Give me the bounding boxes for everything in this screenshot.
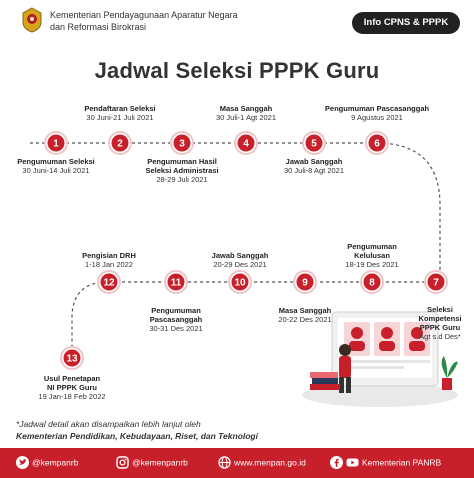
step-11-number: 11 (170, 277, 182, 289)
step-3-name-2: Seleksi Administrasi (145, 166, 219, 175)
step-10-node (229, 271, 251, 293)
step-4-date: 30 Juli-1 Agt 2021 (215, 113, 277, 122)
step-6-label (325, 104, 429, 122)
step-6-date: 9 Agustus 2021 (351, 113, 403, 122)
step-8-label (345, 242, 398, 269)
twitter-link[interactable] (16, 456, 78, 469)
step-7-label (419, 305, 462, 341)
step-8-name-2: Kelulusan (354, 251, 390, 260)
step-9-date: 20-22 Des 2021 (278, 315, 332, 324)
step-13-label (38, 374, 105, 401)
step-7-name-3: PPPK Guru (419, 323, 461, 332)
step-11-name-2: Pascasanggah (149, 315, 203, 324)
step-10-label (212, 251, 269, 269)
step-8-date: 18-19 Des 2021 (345, 260, 399, 269)
youtube-icon (346, 456, 359, 469)
step-13-name-2: NI PPPK Guru (46, 383, 98, 392)
step-5-name: Jawab Sanggah (285, 157, 343, 166)
step-12-label (82, 251, 136, 269)
step-9-node (294, 271, 316, 293)
step-8-node (361, 271, 383, 293)
website-url: www.menpan.go.id (234, 457, 306, 468)
step-4-node (235, 132, 257, 154)
step-8-number: 8 (369, 277, 375, 289)
step-7-name: Seleksi (427, 305, 453, 314)
step-13-number: 13 (66, 353, 78, 365)
step-12-node (98, 271, 120, 293)
step-1-label (17, 157, 95, 175)
step-6-node (366, 132, 388, 154)
step-1-number: 1 (53, 138, 59, 150)
step-7-date: Agt s.d Des* (419, 332, 461, 341)
instagram-handle: @kemenpanrb (132, 457, 188, 468)
website-link[interactable] (218, 456, 306, 469)
step-1-date: 30 Juni-14 Juli 2021 (22, 166, 90, 175)
twitter-icon (16, 456, 29, 469)
step-3-node (171, 132, 193, 154)
step-1-node (45, 132, 67, 154)
ministry-name-line2: dan Reformasi Birokrasi (50, 22, 147, 32)
step-6-name: Pengumuman Pascasanggah (324, 104, 430, 113)
step-9-name: Masa Sanggah (278, 306, 332, 315)
footnote (16, 418, 258, 442)
globe-icon (218, 456, 231, 469)
step-1-name: Pengumuman Seleksi (17, 157, 95, 166)
step-7-node (425, 271, 447, 293)
page-title: Jadwal Seleksi PPPK Guru (94, 58, 380, 83)
step-10-date: 20-29 Des 2021 (213, 260, 267, 269)
step-13-node (61, 347, 83, 369)
step-2-node (109, 132, 131, 154)
step-2-date: 30 Juni-21 Juli 2021 (86, 113, 154, 122)
step-10-name: Jawab Sanggah (211, 251, 269, 260)
step-4-name: Masa Sanggah (219, 104, 273, 113)
step-3-number: 3 (179, 138, 185, 150)
step-11-label (149, 306, 202, 333)
step-7-name-2: Kompetensi (418, 314, 462, 323)
step-12-name: Pengisian DRH (82, 251, 136, 260)
step-2-name: Pendaftaran Seleksi (84, 104, 156, 113)
step-3-date: 28-29 Juli 2021 (156, 175, 208, 184)
ministry-name-line1: Kementerian Pendayagunaan Aparatur Negara (50, 10, 238, 20)
facebook-page: Kementerian PANRB (362, 457, 442, 468)
step-9-number: 9 (302, 277, 308, 289)
step-5-date: 30 Juli-8 Agt 2021 (283, 166, 345, 175)
instagram-icon (116, 456, 129, 469)
footer-bar (0, 448, 474, 478)
step-8-name: Pengumuman (347, 242, 397, 251)
step-5-node (303, 132, 325, 154)
step-13-name: Usul Penetapan (43, 374, 101, 383)
step-12-number: 12 (103, 277, 115, 289)
step-3-label (145, 157, 218, 184)
info-badge: Info CPNS & PPPK (352, 12, 460, 34)
step-13-date: 19 Jan-18 Feb 2022 (38, 392, 106, 401)
step-11-node (165, 271, 187, 293)
step-12-date: 1-18 Jan 2022 (85, 260, 133, 269)
step-2-label (84, 104, 155, 122)
step-10-number: 10 (234, 277, 246, 289)
twitter-handle: @kempanrb (32, 457, 79, 468)
step-5-number: 5 (311, 138, 317, 150)
step-5-label (284, 157, 344, 175)
facebook-icon (330, 456, 343, 469)
step-6-number: 6 (374, 138, 380, 150)
footnote-line1: *Jadwal detail akan disampaikan lebih lanjut oleh (16, 419, 201, 429)
footnote-line2: Kementerian Pendidikan, Kebudayaan, Riset, dan Teknologi (16, 431, 258, 441)
step-7-number: 7 (433, 277, 439, 289)
step-11-name: Pengumuman (151, 306, 201, 315)
step-2-number: 2 (117, 138, 123, 150)
step-9-label (278, 306, 331, 324)
step-4-label (216, 104, 276, 122)
facebook-youtube-link[interactable] (330, 456, 441, 469)
step-11-date: 30-31 Des 2021 (149, 324, 203, 333)
step-4-number: 4 (243, 138, 249, 150)
step-3-name: Pengumuman Hasil (147, 157, 217, 166)
instagram-link[interactable] (116, 456, 188, 469)
